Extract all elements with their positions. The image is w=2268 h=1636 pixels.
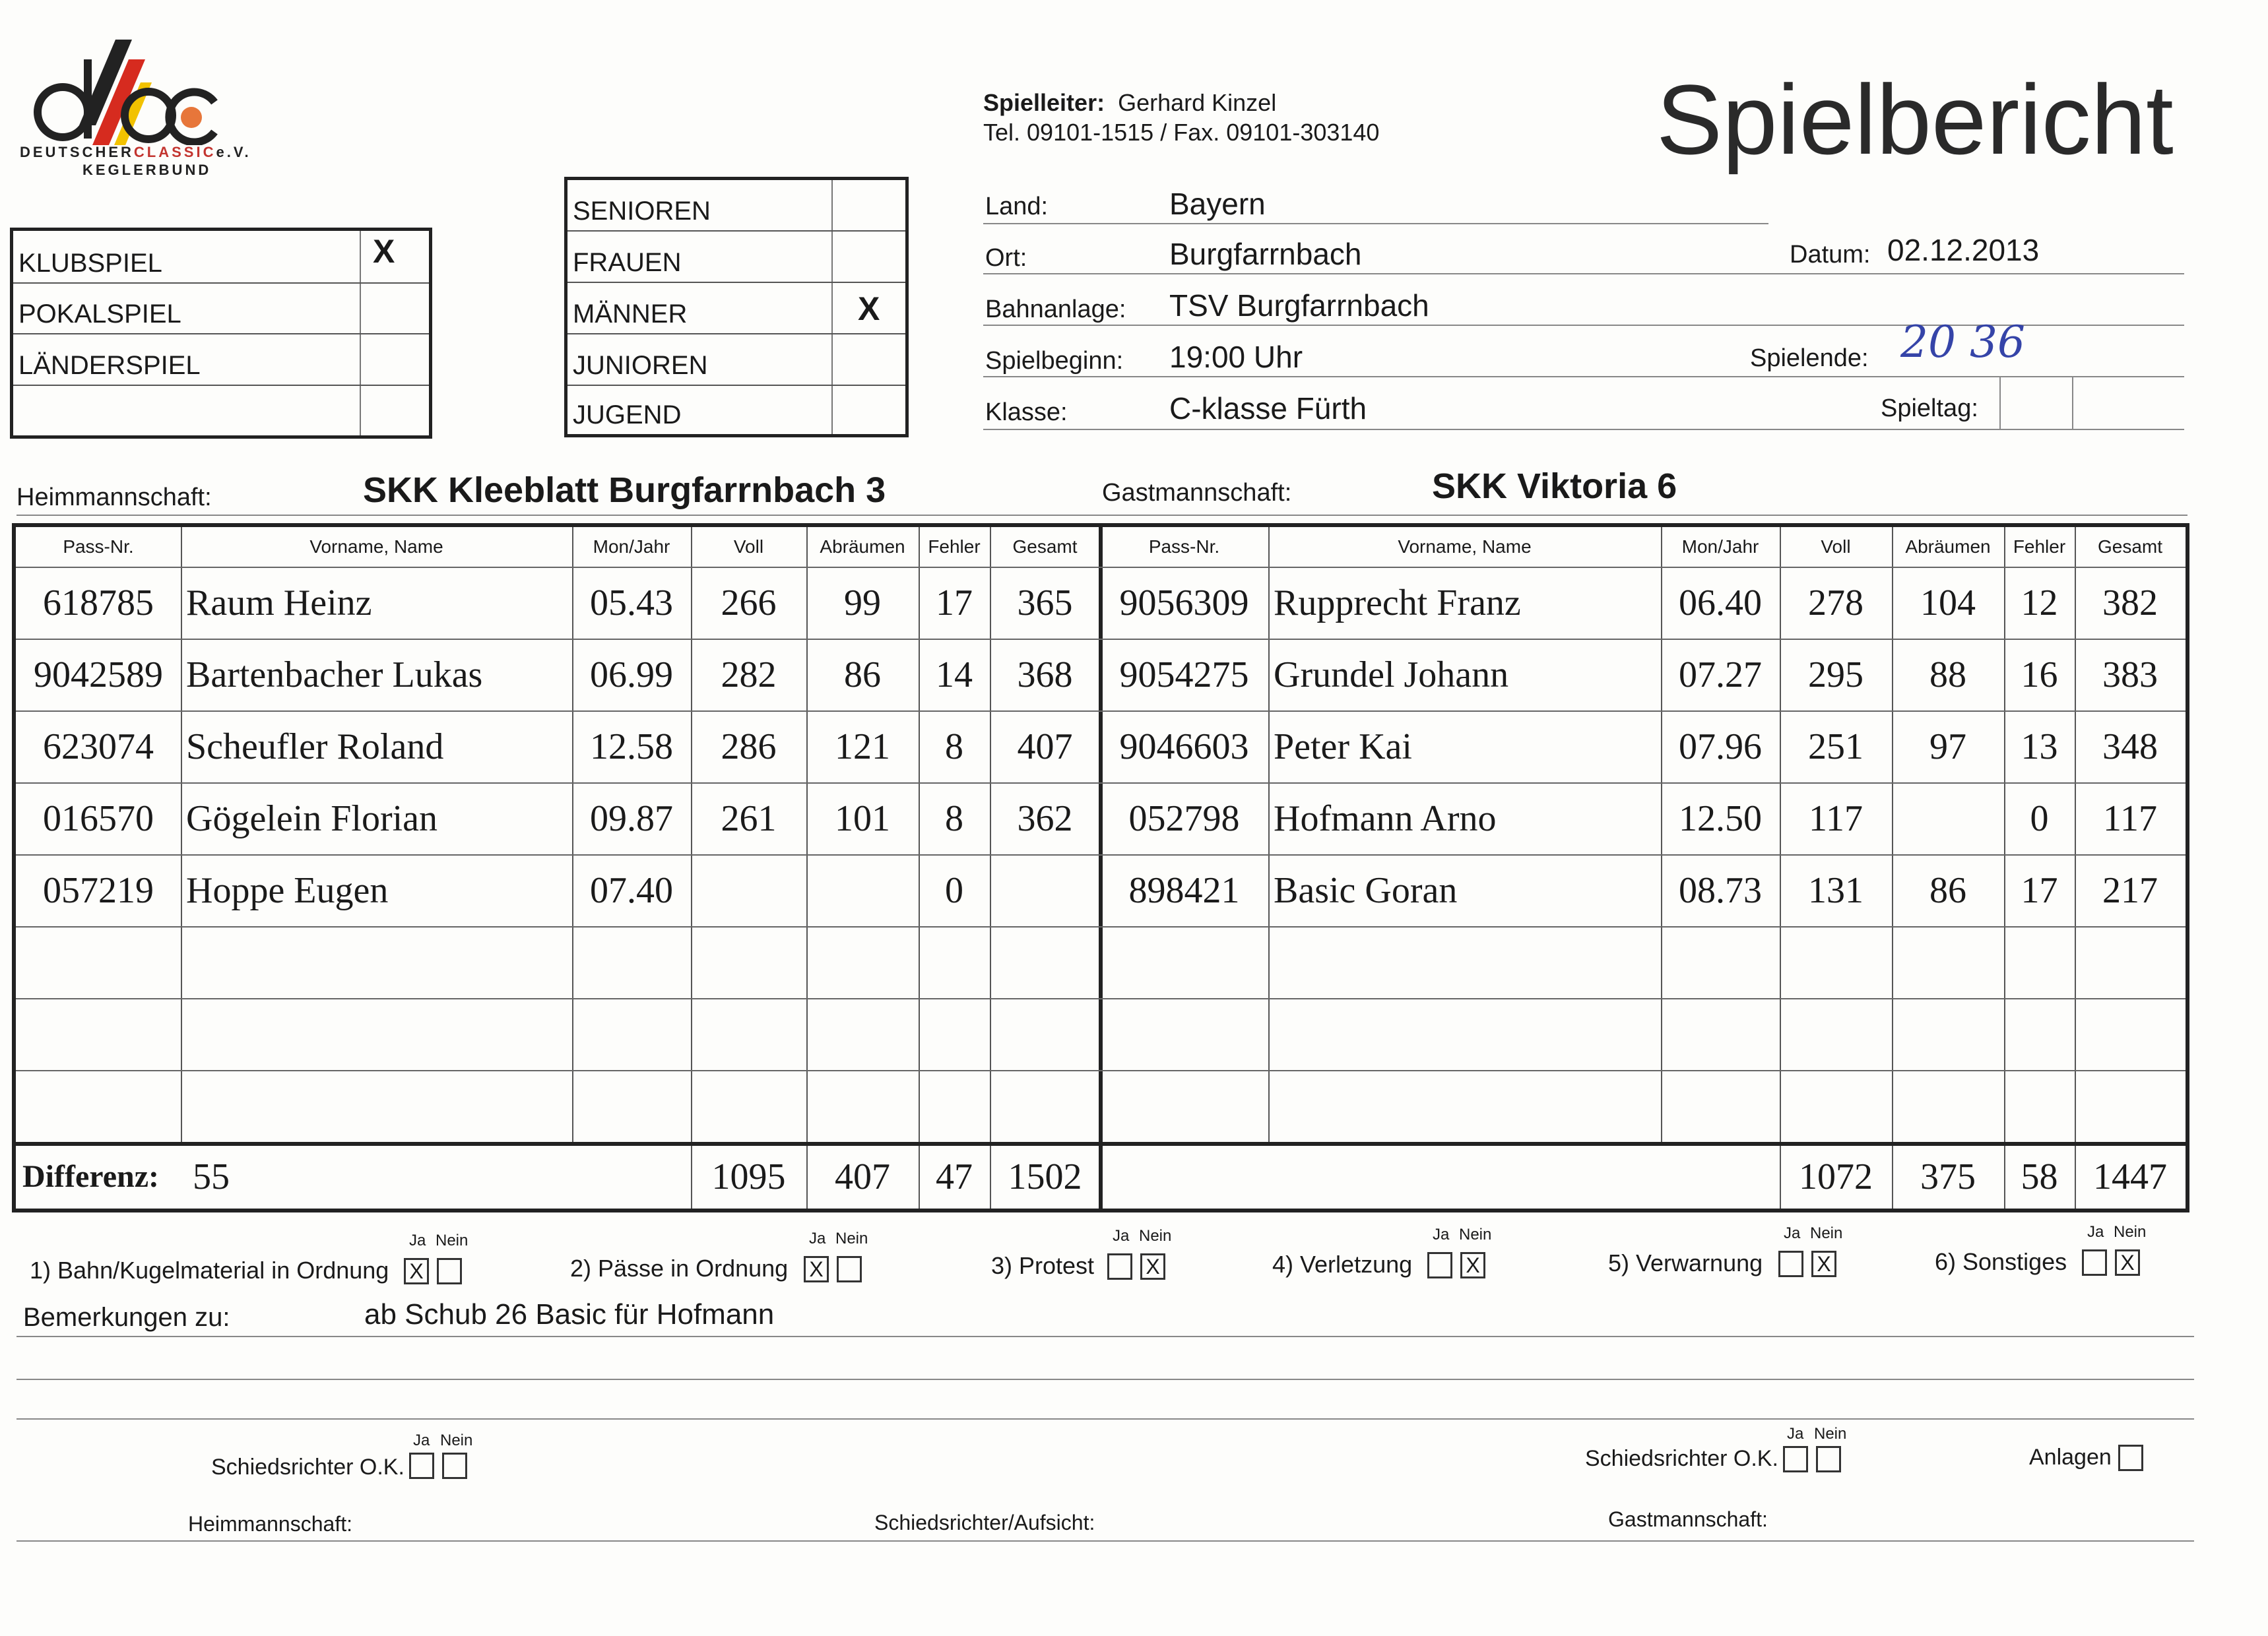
guest-total-fehler: 58 (2021, 1156, 2058, 1197)
schiri-home-ja-label: Ja (413, 1432, 430, 1449)
logo-graphic (16, 33, 234, 145)
datum-label: Datum: (1790, 241, 1871, 268)
game-type-laenderspiel: LÄNDERSPIEL (13, 334, 429, 386)
category-junioren: JUNIOREN (567, 334, 905, 386)
question-3-ja-label: Ja (1113, 1227, 1130, 1245)
remarks-text: ab Schub 26 Basic für Hofmann (364, 1298, 775, 1331)
question-6-label: 6) Sonstiges (1935, 1248, 2067, 1275)
schiri-guest-ja-checkbox[interactable] (1783, 1446, 1808, 1472)
category-senioren: SENIOREN (567, 180, 905, 232)
game-type-box (10, 228, 432, 439)
guest-player-voll: 295 (1808, 654, 1863, 695)
schiri-guest-ja-label: Ja (1787, 1425, 1804, 1443)
klasse-value: C-klasse Fürth (1169, 391, 1367, 425)
guest-team-name: SKK Viktoria 6 (1432, 466, 1677, 506)
signature-guest-label: Gastmannschaft: (1608, 1507, 1768, 1531)
guest-total-voll: 1072 (1799, 1156, 1873, 1197)
home-player-voll: 286 (721, 726, 777, 767)
guest-player-fehler: 12 (2021, 582, 2058, 623)
ort-value: Burgfarrnbach (1169, 237, 1362, 271)
home-player-gesamt: 407 (1017, 726, 1073, 767)
category-frauen: FRAUEN (567, 232, 905, 283)
home-column-header-abr: Abräumen (820, 536, 905, 557)
guest-player-fehler: 0 (2030, 798, 2049, 839)
question-3-ja-checkbox[interactable] (1107, 1253, 1132, 1280)
logo-line1: DEUTSCHERCLASSICe.V. (20, 144, 251, 160)
home-player-fehler: 8 (945, 726, 963, 767)
home-player-name: Raum Heinz (186, 582, 372, 623)
question-3-label: 3) Protest (991, 1252, 1095, 1279)
bahnanlage-value: TSV Burgfarrnbach (1169, 288, 1429, 323)
home-team-label: Heimmannschaft: (16, 484, 212, 511)
guest-total-abr: 375 (1920, 1156, 1976, 1197)
signature-home-label: Heimmannschaft: (188, 1512, 352, 1536)
guest-player-pass: 9046603 (1119, 726, 1249, 767)
question-5-label: 5) Verwarnung (1608, 1249, 1763, 1276)
home-player-pass: 618785 (43, 582, 154, 623)
guest-column-header-gesamt: Gesamt (2097, 536, 2163, 557)
guest-player-name: Basic Goran (1274, 869, 1458, 911)
ort-label: Ort: (985, 244, 1027, 272)
guest-player-pass: 9054275 (1119, 654, 1249, 695)
schiri-guest-nein-label: Nein (1814, 1425, 1847, 1443)
guest-player-monjahr: 07.27 (1679, 654, 1762, 695)
bahnanlage-label: Bahnanlage: (985, 296, 1126, 323)
schiri-ok-guest-label: Schiedsrichter O.K. (1585, 1446, 1778, 1471)
schiri-ok-home-label: Schiedsrichter O.K. (211, 1455, 405, 1480)
contact-line: Tel. 09101-1515 / Fax. 09101-303140 (983, 119, 1380, 146)
guest-player-voll: 278 (1808, 582, 1863, 623)
schiri-guest-nein-checkbox[interactable] (1816, 1446, 1841, 1472)
home-player-fehler: 14 (936, 654, 973, 695)
spielbeginn-value: 19:00 Uhr (1169, 340, 1303, 374)
home-player-gesamt: 362 (1017, 798, 1073, 839)
guest-player-gesamt: 348 (2102, 726, 2158, 767)
home-total-abr: 407 (835, 1156, 890, 1197)
schiri-home-ja-checkbox[interactable] (409, 1453, 434, 1479)
question-4-nein-label: Nein (1459, 1226, 1492, 1243)
home-total-voll: 1095 (711, 1156, 786, 1197)
guest-column-header-voll: Voll (1821, 536, 1851, 557)
home-team-name: SKK Kleeblatt Burgfarrnbach 3 (363, 470, 886, 510)
home-player-abr: 121 (835, 726, 890, 767)
question-6-ja-label: Ja (2087, 1223, 2104, 1241)
question-3-nein-label: Nein (1139, 1227, 1172, 1245)
home-player-voll: 282 (721, 654, 777, 695)
guest-player-fehler: 17 (2021, 869, 2058, 911)
question-1-nein-checkbox[interactable] (437, 1258, 462, 1284)
game-type-klubspiel: KLUBSPIEL X (13, 231, 429, 284)
question-2-nein-label: Nein (835, 1230, 868, 1247)
home-player-monjahr: 09.87 (590, 798, 673, 839)
home-player-pass: 016570 (43, 798, 154, 839)
question-4-nein-checkbox[interactable]: X (1460, 1252, 1485, 1278)
home-player-abr: 86 (844, 654, 881, 695)
differenz-label: Differenz: (22, 1159, 159, 1194)
question-5-nein-label: Nein (1810, 1224, 1843, 1242)
guest-player-abr (1892, 782, 2004, 854)
question-1-ja-label: Ja (409, 1232, 426, 1249)
home-player-gesamt: 365 (1017, 582, 1073, 623)
question-4-label: 4) Verletzung (1272, 1251, 1413, 1278)
spielende-label: Spielende: (1750, 344, 1869, 372)
schiri-home-nein-label: Nein (440, 1432, 473, 1449)
home-player-gesamt: 368 (1017, 654, 1073, 695)
guest-total-gesamt: 1447 (2093, 1156, 2167, 1197)
home-column-header-voll: Voll (733, 536, 764, 557)
guest-player-gesamt: 383 (2102, 654, 2158, 695)
home-player-abr: 99 (844, 582, 881, 623)
guest-player-monjahr: 07.96 (1679, 726, 1762, 767)
home-player-fehler: 17 (936, 582, 973, 623)
guest-player-gesamt: 217 (2102, 869, 2158, 911)
question-6-ja-checkbox[interactable] (2082, 1249, 2107, 1276)
home-player-abr (806, 854, 919, 926)
signature-referee-label: Schiedsrichter/Aufsicht: (874, 1511, 1095, 1534)
question-5-ja-label: Ja (1784, 1224, 1801, 1242)
logo-line2: KEGLERBUND (82, 162, 212, 178)
home-column-header-fehler: Fehler (928, 536, 981, 557)
question-1-nein-label: Nein (436, 1232, 469, 1249)
guest-player-monjahr: 12.50 (1679, 798, 1762, 839)
guest-team-label: Gastmannschaft: (1102, 479, 1292, 507)
guest-player-gesamt: 382 (2102, 582, 2158, 623)
question-6-nein-checkbox[interactable]: X (2115, 1249, 2140, 1276)
home-player-voll: 266 (721, 582, 777, 623)
home-column-header-name: Vorname, Name (309, 536, 443, 557)
category-jugend: JUGEND (573, 400, 682, 429)
home-total-fehler: 47 (936, 1156, 973, 1197)
home-column-header-gesamt: Gesamt (1012, 536, 1078, 557)
guest-player-name: Hofmann Arno (1274, 798, 1497, 839)
guest-player-voll: 117 (1809, 798, 1863, 839)
klasse-label: Klasse: (985, 398, 1068, 426)
home-player-monjahr: 12.58 (590, 726, 673, 767)
home-player-pass: 623074 (43, 726, 154, 767)
guest-column-header-abr: Abräumen (1905, 536, 1991, 557)
home-player-fehler: 8 (945, 798, 963, 839)
question-6-nein-label: Nein (2114, 1223, 2147, 1241)
guest-player-gesamt: 117 (2103, 798, 2157, 839)
question-5-nein-checkbox[interactable]: X (1811, 1251, 1836, 1277)
category-maenner: MÄNNER X (567, 283, 905, 334)
home-player-name: Hoppe Eugen (186, 869, 389, 911)
home-player-monjahr: 07.40 (590, 869, 673, 911)
guest-player-pass: 052798 (1128, 798, 1240, 839)
guest-player-voll: 251 (1808, 726, 1863, 767)
guest-player-voll: 131 (1808, 869, 1863, 911)
guest-player-abr: 88 (1929, 654, 1966, 695)
home-player-voll: 261 (721, 798, 777, 839)
guest-player-pass: 898421 (1128, 869, 1240, 911)
home-total-gesamt: 1502 (1008, 1156, 1082, 1197)
guest-player-name: Peter Kai (1274, 726, 1412, 767)
guest-column-header-fehler: Fehler (2013, 536, 2066, 557)
home-player-gesamt (990, 854, 1100, 926)
remarks-label: Bemerkungen zu: (23, 1303, 230, 1332)
home-player-name: Scheufler Roland (186, 726, 444, 767)
page-title: Spielbericht (1656, 64, 2174, 175)
spielleiter: Spielleiter: Gerhard Kinzel (983, 89, 1277, 116)
question-4-ja-checkbox[interactable] (1427, 1252, 1452, 1278)
question-3-nein-checkbox[interactable]: X (1140, 1253, 1165, 1280)
spieltag-label: Spieltag: (1881, 394, 1978, 422)
guest-player-fehler: 16 (2021, 654, 2058, 695)
anlagen-checkbox[interactable] (2118, 1445, 2143, 1471)
guest-player-abr: 104 (1920, 582, 1976, 623)
home-player-monjahr: 05.43 (590, 582, 673, 623)
home-player-abr: 101 (835, 798, 890, 839)
question-1-ja-checkbox[interactable]: X (404, 1258, 429, 1284)
home-player-monjahr: 06.99 (590, 654, 673, 695)
question-4-ja-label: Ja (1433, 1226, 1450, 1243)
question-2-label: 2) Pässe in Ordnung (570, 1255, 789, 1282)
question-2-ja-label: Ja (809, 1230, 826, 1247)
spielbeginn-label: Spielbeginn: (985, 347, 1124, 375)
home-player-name: Gögelein Florian (186, 798, 438, 839)
home-player-pass: 057219 (43, 869, 154, 911)
score-table (12, 523, 2189, 1212)
land-label: Land: (985, 193, 1049, 220)
home-column-header-pass: Pass-Nr. (63, 536, 134, 557)
home-player-name: Bartenbacher Lukas (186, 654, 483, 695)
spielende-value: 20 36 (1900, 317, 2025, 367)
home-player-fehler: 0 (945, 869, 963, 911)
guest-column-header-monjahr: Mon/Jahr (1681, 536, 1759, 557)
guest-column-header-pass: Pass-Nr. (1148, 536, 1220, 557)
guest-player-monjahr: 08.73 (1679, 869, 1762, 911)
land-value: Bayern (1169, 187, 1266, 221)
question-2-nein-checkbox[interactable] (837, 1256, 862, 1282)
question-1-label: 1) Bahn/Kugelmaterial in Ordnung (30, 1257, 389, 1284)
guest-player-abr: 97 (1929, 726, 1966, 767)
differenz-value: 55 (193, 1156, 230, 1197)
home-player-pass: 9042589 (34, 654, 163, 695)
guest-player-name: Rupprecht Franz (1274, 582, 1521, 623)
datum-value: 02.12.2013 (1887, 233, 2040, 267)
schiri-home-nein-checkbox[interactable] (442, 1453, 467, 1479)
game-type-pokalspiel: POKALSPIEL (13, 284, 429, 334)
question-2-ja-checkbox[interactable]: X (804, 1256, 829, 1282)
guest-player-abr: 86 (1929, 869, 1966, 911)
home-player-voll (691, 854, 806, 926)
anlagen-label: Anlagen (2029, 1445, 2112, 1470)
dkbc-logo (16, 33, 251, 178)
question-5-ja-checkbox[interactable] (1778, 1251, 1803, 1277)
guest-column-header-name: Vorname, Name (1398, 536, 1532, 557)
home-column-header-monjahr: Mon/Jahr (593, 536, 670, 557)
guest-player-monjahr: 06.40 (1679, 582, 1762, 623)
guest-player-fehler: 13 (2021, 726, 2058, 767)
guest-player-name: Grundel Johann (1274, 654, 1509, 695)
guest-player-pass: 9056309 (1119, 582, 1249, 623)
category-box (564, 177, 909, 437)
